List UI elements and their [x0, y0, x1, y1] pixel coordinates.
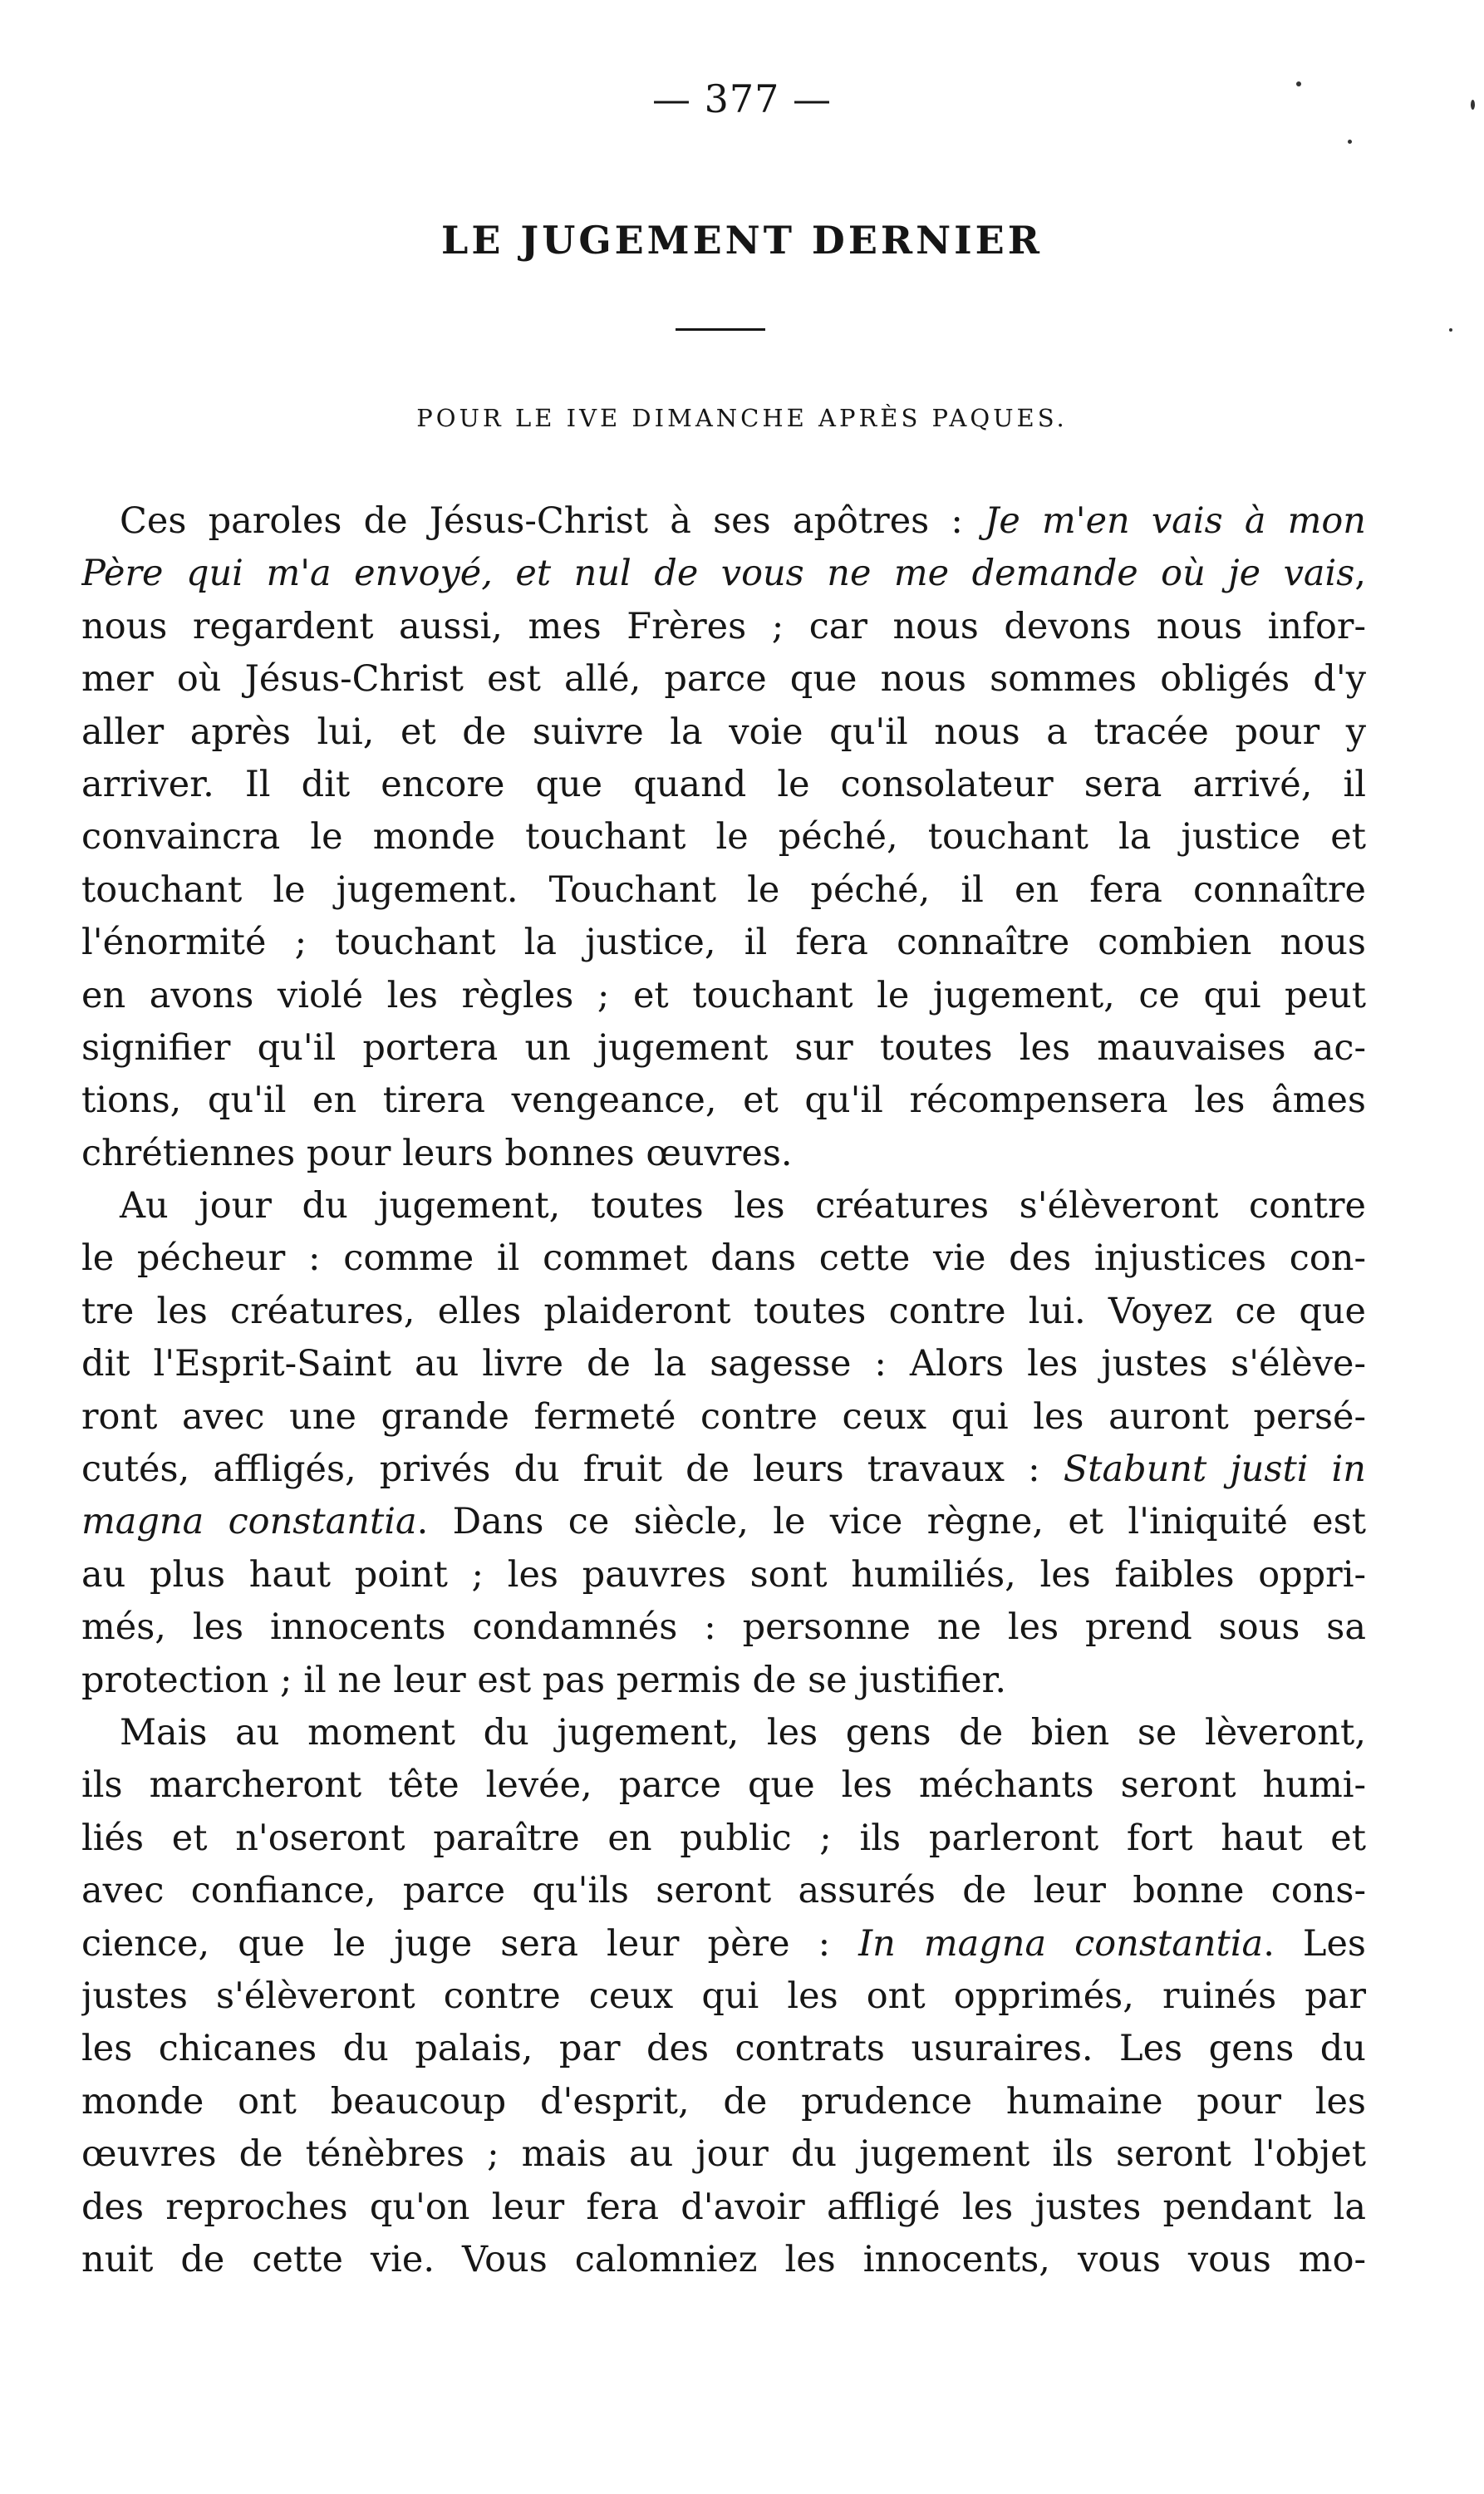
body-text: [81, 495, 1366, 2286]
text-segment: convaincra le monde touchant le péché, touchant la justice et: [81, 816, 1366, 858]
text-line: [81, 1128, 1366, 1180]
text-line: [81, 1075, 1366, 1127]
text-line: [81, 1813, 1366, 1865]
text-segment: arriver. Il dit encore que quand le consolateur sera arrivé, il: [81, 763, 1366, 805]
text-line: [81, 653, 1366, 706]
page-subtitle: POUR LE IVE DIMANCHE APRÈS PAQUES.: [416, 404, 1068, 432]
text-line: [81, 970, 1366, 1022]
scan-speck: [1348, 140, 1352, 144]
text-line: [81, 1865, 1366, 1917]
text-segment: touchant le jugement. Touchant le péché, il en fera connaître: [81, 868, 1366, 911]
text-segment: les chicanes du palais, par des contrats usuraires. Les gens du: [81, 2028, 1366, 2070]
text-segment: ,: [1354, 553, 1366, 595]
text-line: [81, 917, 1366, 969]
text-line: [81, 1022, 1366, 1075]
text-line: [81, 1759, 1366, 1812]
text-segment: Au jour du jugement, toutes les créatures s'élèveront contre: [120, 1185, 1366, 1227]
text-line: [81, 1444, 1366, 1496]
text-line: [81, 2023, 1366, 2075]
text-segment: aller après lui, et de suivre la voie qu'il nous a tracée pour y: [81, 711, 1366, 753]
text-line: [81, 2076, 1366, 2128]
text-segment: au plus haut point ; les pauvres sont humiliés, les faibles oppri-: [81, 1553, 1366, 1596]
italic-text-segment: Père qui m'a envoyé, et nul de vous ne me demande où je vais: [81, 553, 1355, 595]
text-segment: le pécheur : comme il commet dans cette vie des injustices con-: [81, 1237, 1366, 1280]
text-line: [81, 1549, 1366, 1601]
text-line: [81, 759, 1366, 811]
text-segment: l'énormité ; touchant la justice, il fera connaître combien nous: [81, 922, 1366, 964]
text-segment: œuvres de ténèbres ; mais au jour du jugement ils seront l'objet: [81, 2133, 1366, 2176]
text-segment: Mais au moment du jugement, les gens de bien se lèveront,: [120, 1711, 1366, 1754]
text-line: [81, 495, 1366, 548]
text-segment: cutés, affligés, privés du fruit de leurs travaux :: [81, 1449, 1064, 1491]
text-segment: monde ont beaucoup d'esprit, de prudence humaine pour les: [81, 2080, 1366, 2123]
text-line: [81, 864, 1366, 917]
text-segment: . Dans ce siècle, le vice règne, et l'iniquité est: [416, 1501, 1366, 1543]
text-line: [81, 2182, 1366, 2234]
page-title: LE JUGEMENT DERNIER: [441, 218, 1043, 263]
text-line: [81, 1286, 1366, 1338]
text-line: [81, 1338, 1366, 1390]
text-segment: justes s'élèveront contre ceux qui les ont opprimés, ruinés par: [81, 1975, 1366, 2017]
italic-text-segment: Stabunt justi in: [1063, 1449, 1366, 1491]
title-divider: [676, 328, 765, 331]
text-segment: protection ; il ne leur est pas permis de se justifier.: [81, 1659, 1007, 1701]
text-segment: ront avec une grande fermeté contre ceux qui les auront persé-: [81, 1395, 1366, 1438]
text-line: [81, 1232, 1366, 1285]
text-segment: avec confiance, parce qu'ils seront assurés de leur bonne cons-: [81, 1870, 1366, 1912]
text-line: [81, 1391, 1366, 1444]
text-segment: ils marcheront tête levée, parce que les méchants seront humi-: [81, 1764, 1366, 1807]
scan-speck: [1296, 81, 1301, 86]
text-line: [81, 1180, 1366, 1232]
text-segment: liés et n'oseront paraître en public ; ils parleront fort haut et: [81, 1817, 1366, 1859]
text-line: [81, 601, 1366, 653]
text-line: [81, 1918, 1366, 1970]
text-segment: mer où Jésus-Christ est allé, parce que nous sommes obligés d'y: [81, 658, 1366, 701]
text-segment: nuit de cette vie. Vous calomniez les innocents, vous vous mo-: [81, 2238, 1366, 2280]
page-number: — 377 —: [651, 76, 833, 121]
text-segment: nous regardent aussi, mes Frères ; car nous devons nous infor-: [81, 605, 1366, 647]
scan-speck: [1471, 100, 1475, 110]
text-line: [81, 548, 1366, 600]
text-line: [81, 2234, 1366, 2286]
text-segment: tions, qu'il en tirera vengeance, et qu'il récompensera les âmes: [81, 1080, 1366, 1122]
text-line: [81, 1970, 1366, 2023]
text-line: [81, 1496, 1366, 1548]
text-segment: des reproches qu'on leur fera d'avoir affligé les justes pendant la: [81, 2186, 1366, 2228]
text-segment: . Les: [1263, 1922, 1366, 1965]
text-line: [81, 2128, 1366, 2181]
text-line: [81, 1707, 1366, 1759]
text-segment: tre les créatures, elles plaideront toutes contre lui. Voyez ce que: [81, 1290, 1366, 1332]
italic-text-segment: In magna constantia: [858, 1922, 1264, 1965]
scan-speck: [1449, 328, 1452, 332]
text-segment: Ces paroles de Jésus-Christ à ses apôtres :: [120, 500, 985, 542]
text-segment: dit l'Esprit-Saint au livre de la sagesse : Alors les justes s'élève-: [81, 1343, 1366, 1385]
italic-text-segment: Je m'en vais à mon: [985, 500, 1366, 542]
text-line: [81, 811, 1366, 863]
text-line: [81, 706, 1366, 759]
text-line: [81, 1601, 1366, 1654]
text-segment: en avons violé les règles ; et touchant le jugement, ce qui peut: [81, 974, 1366, 1016]
text-segment: més, les innocents condamnés : personne ne les prend sous sa: [81, 1606, 1366, 1649]
text-line: [81, 1655, 1366, 1707]
text-segment: cience, que le juge sera leur père :: [81, 1922, 859, 1965]
italic-text-segment: magna constantia: [81, 1501, 417, 1543]
text-segment: signifier qu'il portera un jugement sur toutes les mauvaises ac-: [81, 1026, 1366, 1069]
text-segment: chrétiennes pour leurs bonnes œuvres.: [81, 1132, 793, 1174]
